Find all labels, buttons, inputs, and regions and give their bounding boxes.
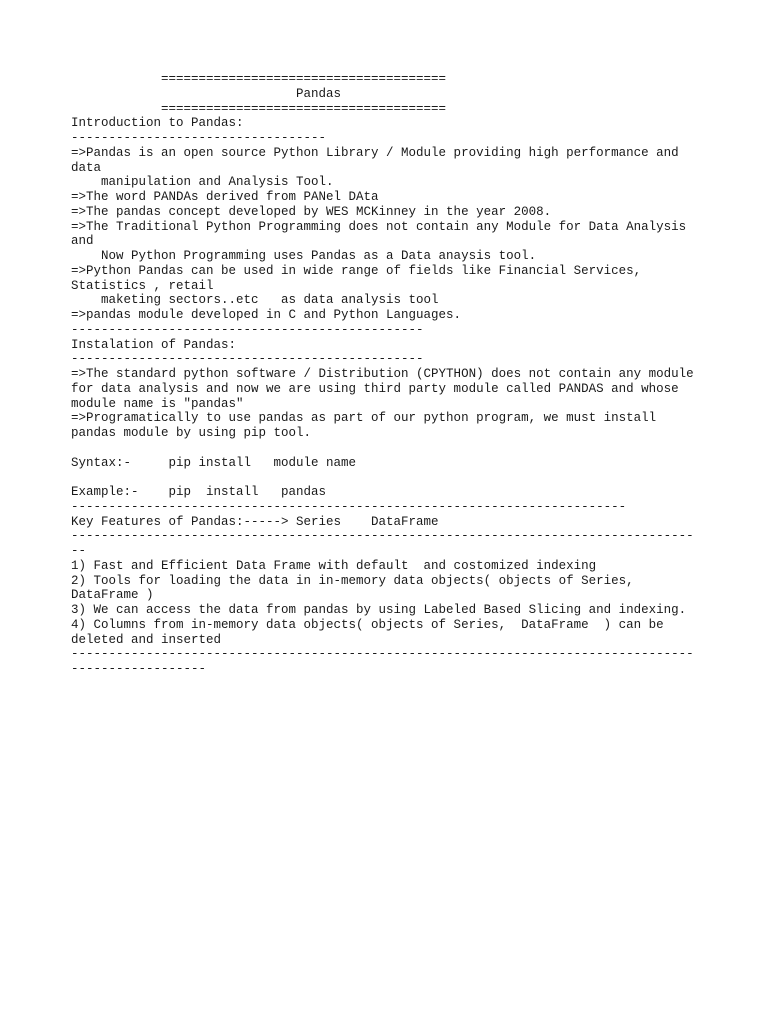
text-line: =>The pandas concept developed by WES MCKinney in the year 2008. bbox=[71, 204, 552, 219]
section-heading-key-features: Key Features of Pandas:-----> Series DataFrame bbox=[71, 514, 439, 529]
text-line: =>The standard python software / Distribution (CPYTHON) does not contain any module bbox=[71, 367, 694, 381]
title-rule-top: ====================================== bbox=[71, 72, 447, 86]
feature-item: 4) Columns from in-memory data objects( objects of Series, DataFrame ) can be bbox=[71, 617, 664, 632]
example-line: Example:- pip install pandas bbox=[71, 485, 327, 499]
text-line: Now Python Programming uses Pandas as a Data anaysis tool. bbox=[71, 249, 537, 263]
document-body bbox=[71, 72, 711, 677]
text-line: and bbox=[71, 234, 94, 249]
blank-line bbox=[71, 470, 711, 485]
section-divider: -------------------------------------------------------------------------- bbox=[71, 499, 627, 514]
text-line: module name is "pandas" bbox=[71, 396, 244, 411]
section-divider: ------------------ bbox=[71, 662, 207, 676]
text-line: for data analysis and now we are using third party module called PANDAS and whose bbox=[71, 381, 679, 396]
text-line: data bbox=[71, 160, 102, 175]
text-line: =>Python Pandas can be used in wide range of fields like Financial Services, bbox=[71, 263, 642, 278]
section-divider: ----------------------------------------------------------------------------------- bbox=[71, 647, 694, 662]
section-divider: ----------------------------------------------- bbox=[71, 322, 424, 337]
text-line: =>pandas module developed in C and Python Languages. bbox=[71, 308, 462, 322]
text-line: =>The Traditional Python Programming does not contain any Module for Data Analysis bbox=[71, 219, 687, 234]
text-line: maketing sectors..etc as data analysis tool bbox=[71, 293, 439, 308]
section-divider: -- bbox=[71, 544, 87, 558]
feature-item: deleted and inserted bbox=[71, 632, 222, 647]
title-rule-bottom: ====================================== bbox=[71, 101, 447, 116]
text-line: manipulation and Analysis Tool. bbox=[71, 175, 334, 190]
text-line: =>The word PANDAs derived from PANel DAta bbox=[71, 190, 379, 204]
blank-line bbox=[71, 441, 711, 456]
feature-item: 2) Tools for loading the data in in-memory data objects( objects of Series, bbox=[71, 573, 634, 588]
section-heading-introduction: Introduction to Pandas: bbox=[71, 116, 244, 131]
feature-item: DataFrame ) bbox=[71, 588, 154, 603]
document-title: Pandas bbox=[71, 86, 342, 101]
section-divider: ----------------------------------------------------------------------------------- bbox=[71, 529, 694, 544]
text-line: Statistics , retail bbox=[71, 278, 214, 293]
feature-item: 3) We can access the data from pandas by using Labeled Based Slicing and indexing. bbox=[71, 603, 687, 617]
section-heading-installation: Instalation of Pandas: bbox=[71, 337, 237, 352]
text-line: =>Programatically to use pandas as part of our python program, we must install bbox=[71, 411, 657, 426]
section-divider: ---------------------------------- bbox=[71, 131, 327, 145]
syntax-line: Syntax:- pip install module name bbox=[71, 455, 357, 470]
section-divider: ----------------------------------------------- bbox=[71, 352, 424, 367]
text-line: =>Pandas is an open source Python Library / Module providing high performance and bbox=[71, 145, 679, 160]
feature-item: 1) Fast and Efficient Data Frame with default and costomized indexing bbox=[71, 558, 597, 573]
text-line: pandas module by using pip tool. bbox=[71, 426, 312, 440]
